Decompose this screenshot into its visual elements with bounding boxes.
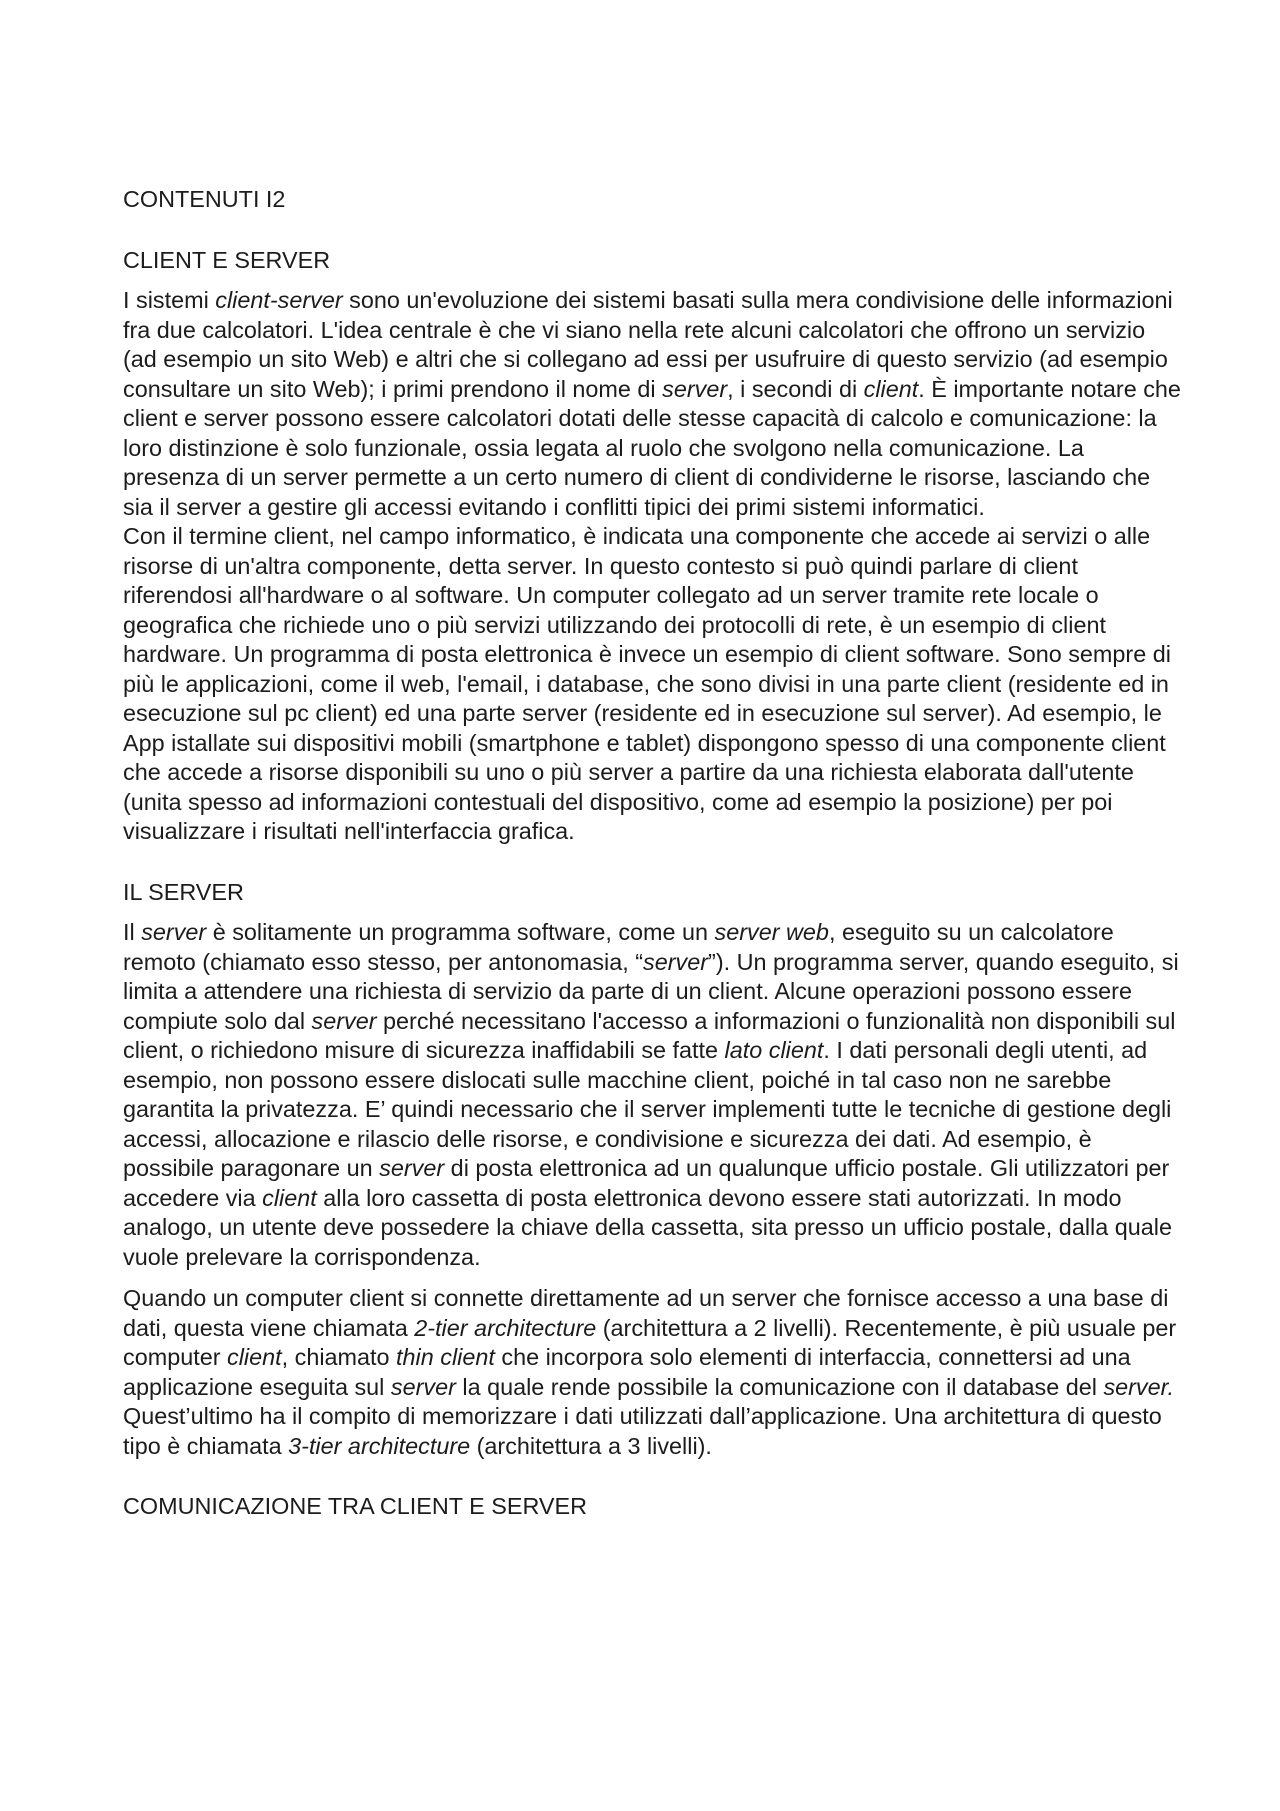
section-heading: IL SERVER [123,878,244,905]
italic-text-run: server. [1103,1373,1175,1400]
italic-text-run: 2-tier architecture [414,1314,597,1341]
italic-text-run: server [311,1007,377,1034]
text-run: la quale rende possibile la comunicazione con il database del [455,1373,1104,1400]
text-run: di posta elettronica ad un qualunque ufficio postale. Gli utilizzatori per accedere via [123,1155,1170,1211]
text-run: è solitamente un programma software, come un [206,919,715,945]
text-run: alla loro cassetta di posta elettronica devono essere stati autorizzati. In modo analogo, un utente deve possedere la chiave della cassetta, sita presso un ufficio postale, dalla quale vuole prelevare la corrispondenza. [123,1184,1172,1270]
text-run: perché necessitano l'accesso a informazioni o funzionalità non disponibili sul client, o richiedono misure di sicurezza inaffidabili se fatte [123,1007,1176,1063]
italic-text-run: client [227,1344,282,1370]
text-run: (architettura a 2 livelli). Recentemente, è più usuale per computer [123,1314,1177,1370]
text-run: sono un'evoluzione dei sistemi basati sulla mera condivisione delle informazioni fra due calcolatori. L'idea centrale è che vi siano nella rete alcuni calcolatori che offrono un servizio (ad esempio un sito Web) e altri che si collegano ad essi per usufruire di questo servizio (ad esempio consultare un sito Web); i primi prendono il nome di [123,287,1173,402]
italic-text-run: client [262,1184,317,1211]
text-run: ”). Un programma server, quando eseguito, si limita a attendere una richiesta di servizio da parte di un client. Alcune operazioni possono essere compiute solo dal [123,948,1179,1034]
italic-text-run: server web [714,919,829,945]
text-run: Con il termine client, nel campo informatico, è indicata una componente che accede ai servizi o alle risorse di un'altra componente, detta server. In questo contesto si può quindi parlare di client riferendosi all'hardware o al software. Un computer collegato ad un server tramite rete locale o geografica che richiede uno o più servizi utilizzando dei protocolli di rete, è un esempio di client hardware. Un programma di posta elettronica è invece un esempio di client software. Sono sempre di più le applicazioni, come il web, l'email, i database, che sono divisi in una parte client (residente ed in esecuzione sul pc client) ed una parte server (residente ed in esecuzione sul server). Ad esempio, le App istallate sui dispositivi mobili (smartphone e tablet) dispongono spesso di una componente client che accede a risorse disponibili su uno o più server a partire da una richiesta elaborata dall'utente (unita spesso ad informazioni contestuali del dispositivo, come ad esempio la posizione) per poi visualizzare i risultati nell'interfaccia grafica. [123,523,1171,844]
text-run: . È importante notare che client e server possono essere calcolatori dotati delle stesse capacità di calcolo e comunicazione: la loro distinzione è solo funzionale, ossia legata al ruolo che svolgono nella comunicazione. La presenza di un server permette a un certo numero di client di condividerne le risorse, lasciando che sia il server a gestire gli accessi evitando i conflitti tipici dei primi sistemi informatici. [123,375,1181,520]
paragraph [123,522,1183,847]
italic-text-run: thin client [396,1344,495,1370]
italic-text-run: client [863,375,919,402]
section-heading: COMUNICAZIONE TRA CLIENT E SERVER [123,1493,588,1519]
document-title: CONTENUTI I2 [123,186,286,212]
text-run: Il [123,919,142,945]
text-run: , i secondi di [727,375,864,402]
paragraph [123,1284,1183,1461]
italic-text-run: server [662,375,728,402]
text-run: che incorpora solo elementi di interfaccia, connettersi ad una applicazione eseguita sul [123,1344,1131,1400]
italic-text-run: server [379,1155,445,1181]
paragraph [123,918,1183,1272]
italic-text-run: server [390,1373,456,1400]
text-run: , eseguito su un calcolatore remoto (chiamato esso stesso, per antonomasia, “ [123,919,1114,975]
text-run: Quest’ultimo ha il compito di memorizzare i dati utilizzati dall’applicazione. Una architettura di questo tipo è chiamata [123,1403,1162,1459]
text-run: Quando un computer client si connette direttamente ad un server che fornisce accesso a una base di dati, questa viene chiamata [123,1285,1169,1341]
text-run: (architettura a 3 livelli). [470,1432,712,1459]
italic-text-run: server [141,919,207,945]
text-run: I sistemi [123,287,216,313]
italic-text-run: client-server [215,287,343,313]
text-run: , chiamato [281,1344,397,1370]
italic-text-run: 3-tier architecture [288,1432,471,1459]
paragraph [123,286,1183,522]
text-run: . I dati personali degli utenti, ad esempio, non possono essere dislocati sulle macchine client, poiché in tal caso non ne sarebbe garantita la privatezza. E’ quindi necessario che il server implementi tutte le tecniche di gestione degli accessi, allocazione e rilascio delle risorse, e condivisione e sicurezza dei dati. Ad esempio, è possibile paragonare un [123,1037,1172,1181]
section-heading: CLIENT E SERVER [123,246,331,273]
document-page [123,185,1183,1533]
italic-text-run: lato client [724,1037,824,1063]
italic-text-run: server [643,948,709,975]
